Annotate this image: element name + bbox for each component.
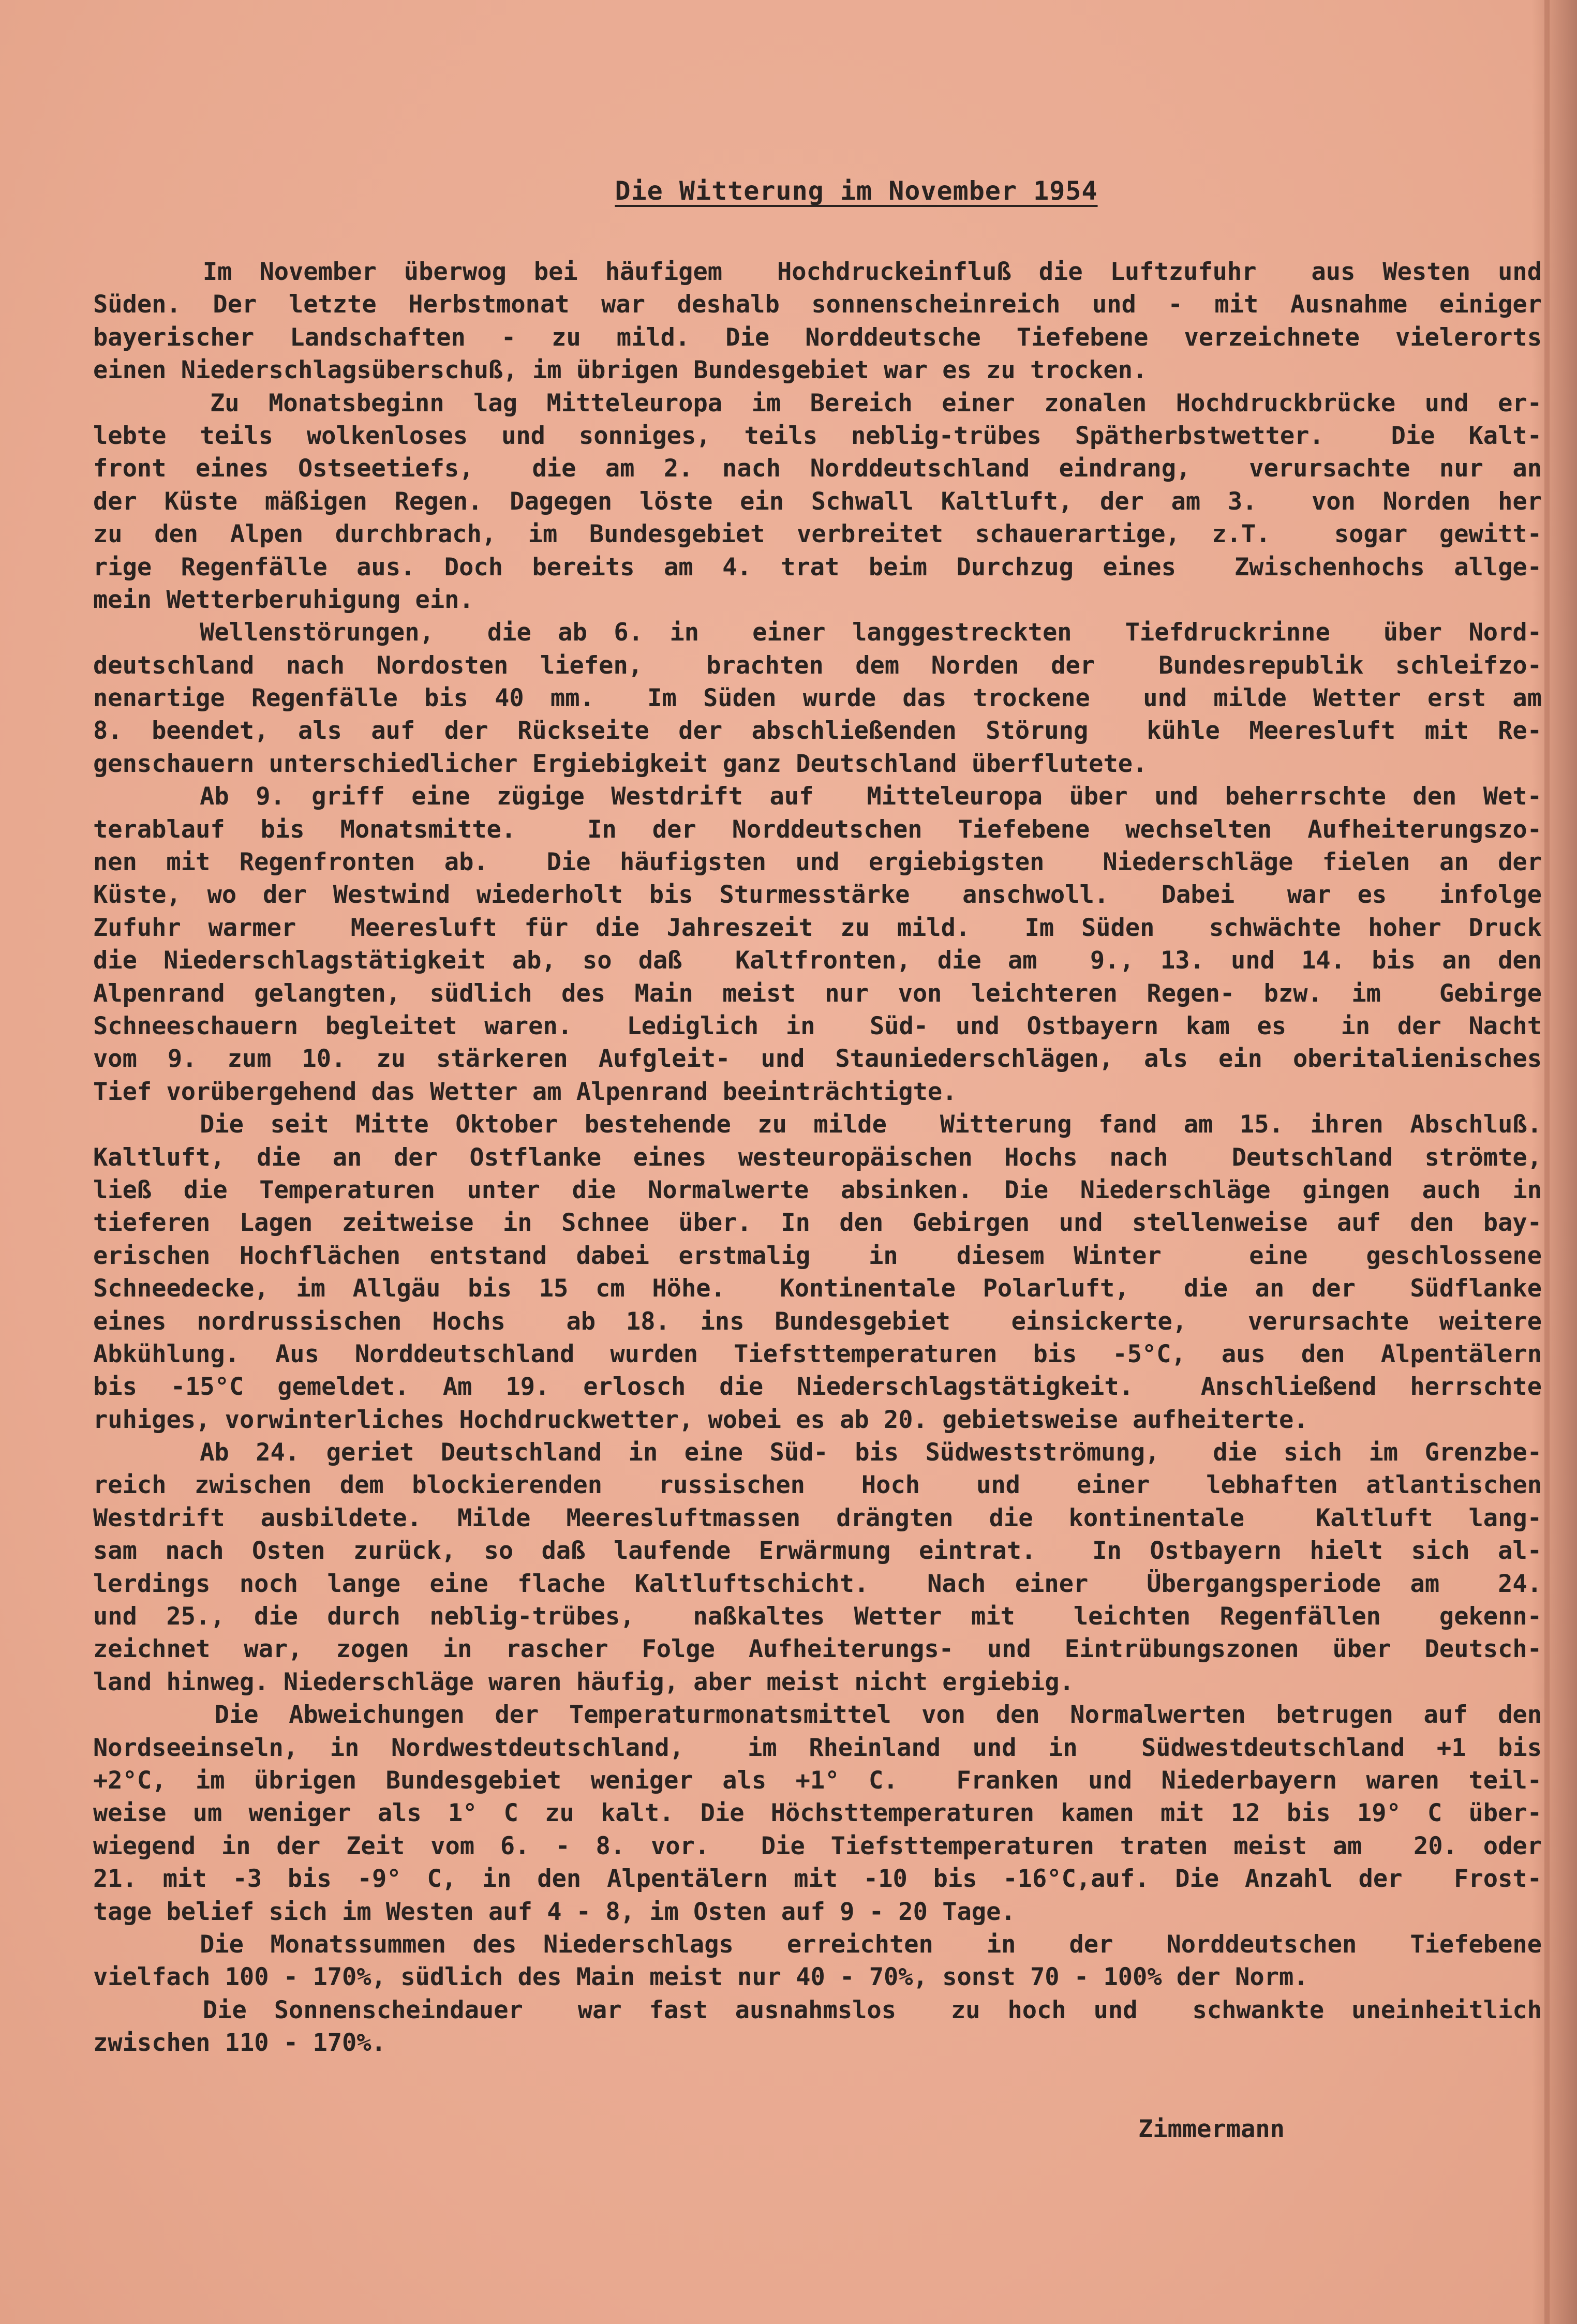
document-body xyxy=(93,176,1542,2059)
text-line: nen mit Regenfronten ab. Die häufigsten und ergiebigsten Niederschläge fielen an der xyxy=(93,848,1542,877)
text-line: +2°C, im übrigen Bundesgebiet weniger als +1° C. Franken und Niederbayern waren teil- xyxy=(93,1766,1542,1795)
paragraph xyxy=(93,1994,1542,2060)
author-signature: Zimmermann xyxy=(1138,2115,1285,2143)
text-line: Die seit Mitte Oktober bestehende zu milde Witterung fand am 15. ihren Abschluß. xyxy=(93,1110,1542,1139)
text-line: Die Monatssummen des Niederschlags erreichten in der Norddeutschen Tiefebene xyxy=(93,1930,1542,1959)
document-title xyxy=(93,176,1542,206)
text-line: Zufuhr warmer Meeresluft für die Jahreszeit zu mild. Im Süden schwächte hoher Druck xyxy=(93,913,1542,942)
text-line: tage belief sich im Westen auf 4 - 8, im Osten auf 9 - 20 Tage. xyxy=(93,1897,1016,1926)
text-line: Wellenstörungen, die ab 6. in einer langgestreckten Tiefdruckrinne über Nord- xyxy=(93,618,1542,647)
text-line: Die Sonnenscheindauer war fast ausnahmslos zu hoch und schwankte uneinheitlich xyxy=(93,1995,1542,2024)
text-line: Abkühlung. Aus Norddeutschland wurden Tiefsttemperaturen bis -5°C, aus den Alpentälern xyxy=(93,1339,1542,1368)
text-line: Süden. Der letzte Herbstmonat war deshalb sonnenscheinreich und - mit Ausnahme einiger xyxy=(93,290,1542,319)
document-title-text: Die Witterung im November 1954 xyxy=(615,176,1098,206)
paragraph xyxy=(93,780,1542,1108)
text-line: Im November überwog bei häufigem Hochdruckeinfluß die Luftzufuhr aus Westen und xyxy=(93,258,1542,286)
text-line: Ab 24. geriet Deutschland in eine Süd- bis Südwestströmung, die sich im Grenzbe- xyxy=(93,1438,1542,1467)
text-line: sam nach Osten zurück, so daß laufende Erwärmung eintrat. In Ostbayern hielt sich al- xyxy=(93,1537,1542,1566)
text-line: bis -15°C gemeldet. Am 19. erlosch die Niederschlagstätigkeit. Anschließend herrschte xyxy=(93,1373,1542,1402)
text-line: vom 9. zum 10. zu stärkeren Aufgleit- und Stauniederschlägen, als ein oberitalienisches xyxy=(93,1045,1542,1074)
paragraph-container xyxy=(93,256,1542,2059)
text-line: bayerischer Landschaften - zu mild. Die Norddeutsche Tiefebene verzeichnete vielerorts xyxy=(93,323,1542,352)
text-line: deutschland nach Nordosten liefen, brachten dem Norden der Bundesrepublik schleifzo- xyxy=(93,651,1542,680)
text-line: der Küste mäßigen Regen. Dagegen löste ein Schwall Kaltluft, der am 3. von Norden her xyxy=(93,487,1542,516)
text-line: einen Niederschlagsüberschuß, im übrigen Bundesgebiet war es zu trocken. xyxy=(93,356,1148,385)
text-line: reich zwischen dem blockierenden russischen Hoch und einer lebhaften atlantischen xyxy=(93,1471,1542,1500)
text-line: wiegend in der Zeit vom 6. - 8. vor. Die Tiefsttemperaturen traten meist am 20. oder xyxy=(93,1831,1542,1860)
text-line: 21. mit -3 bis -9° C, in den Alpentälern mit -10 bis -16°C,auf. Die Anzahl der Frost- xyxy=(93,1865,1542,1894)
text-line: rige Regenfälle aus. Doch bereits am 4. trat beim Durchzug eines Zwischenhochs allge- xyxy=(93,553,1542,582)
text-line: vielfach 100 - 170%, südlich des Main meist nur 40 - 70%, sonst 70 - 100% der Norm. xyxy=(93,1963,1308,1992)
text-line: 8. beendet, als auf der Rückseite der abschließenden Störung kühle Meeresluft mit Re- xyxy=(93,717,1542,746)
text-line: zeichnet war, zogen in rascher Folge Aufheiterungs- und Eintrübungszonen über Deutsch- xyxy=(93,1635,1542,1664)
paragraph xyxy=(93,387,1542,617)
text-line: und 25., die durch neblig-trübes, naßkaltes Wetter mit leichten Regenfällen gekenn- xyxy=(93,1602,1542,1631)
text-line: Ab 9. griff eine zügige Westdrift auf Mitteleuropa über und beherrschte den Wet- xyxy=(93,782,1542,811)
text-line: ruhiges, vorwinterliches Hochdruckwetter, wobei es ab 20. gebietsweise aufheiterte. xyxy=(93,1405,1308,1434)
text-line: Schneeschauern begleitet waren. Lediglich in Süd- und Ostbayern kam es in der Nacht xyxy=(93,1011,1542,1040)
text-line: die Niederschlagstätigkeit ab, so daß Kaltfronten, die am 9., 13. und 14. bis an den xyxy=(93,946,1542,975)
text-line: front eines Ostseetiefs, die am 2. nach Norddeutschland eindrang, verursachte nur an xyxy=(93,454,1542,483)
text-line: Küste, wo der Westwind wiederholt bis Sturmesstärke anschwoll. Dabei war es infolge xyxy=(93,881,1542,910)
text-line: erischen Hochflächen entstand dabei erstmalig in diesem Winter eine geschlossene xyxy=(93,1241,1542,1270)
paragraph xyxy=(93,1108,1542,1436)
text-line: Kaltluft, die an der Ostflanke eines westeuropäischen Hochs nach Deutschland strömte, xyxy=(93,1143,1542,1172)
text-line: tieferen Lagen zeitweise in Schnee über. In den Gebirgen und stellenweise auf den bay- xyxy=(93,1209,1542,1238)
paragraph xyxy=(93,1436,1542,1699)
text-line: lebte teils wolkenloses und sonniges, teils neblig-trübes Spätherbstwetter. Die Kalt- xyxy=(93,421,1542,450)
text-line: lerdings noch lange eine flache Kaltluftschicht. Nach einer Übergangsperiode am 24. xyxy=(93,1569,1542,1598)
paragraph xyxy=(93,616,1542,780)
paragraph xyxy=(93,256,1542,387)
paragraph xyxy=(93,1699,1542,1928)
text-line: land hinweg. Niederschläge waren häufig, aber meist nicht ergiebig. xyxy=(93,1667,1074,1696)
text-line: Alpenrand gelangten, südlich des Main meist nur von leichteren Regen- bzw. im Gebirge xyxy=(93,979,1542,1008)
text-line: eines nordrussischen Hochs ab 18. ins Bundesgebiet einsickerte, verursachte weitere xyxy=(93,1307,1542,1336)
text-line: zwischen 110 - 170%. xyxy=(93,2029,386,2058)
page-edge-shadow xyxy=(1544,0,1550,2324)
text-line: mein Wetterberuhigung ein. xyxy=(93,585,474,614)
text-line: Schneedecke, im Allgäu bis 15 cm Höhe. Kontinentale Polarluft, die an der Südflanke xyxy=(93,1274,1542,1303)
text-line: Westdrift ausbildete. Milde Meeresluftmassen drängten die kontinentale Kaltluft lang- xyxy=(93,1503,1542,1532)
text-line: Tief vorübergehend das Wetter am Alpenrand beeinträchtigte. xyxy=(93,1077,957,1106)
text-line: zu den Alpen durchbrach, im Bundesgebiet verbreitet schauerartige, z.T. sogar gewitt- xyxy=(93,520,1542,549)
text-line: Die Abweichungen der Temperaturmonatsmittel von den Normalwerten betrugen auf den xyxy=(93,1701,1542,1730)
text-line: Nordseeinseln, in Nordwestdeutschland, im Rheinland und in Südwestdeutschland +1 bis xyxy=(93,1733,1542,1762)
text-line: nenartige Regenfälle bis 40 mm. Im Süden wurde das trockene und milde Wetter erst am xyxy=(93,684,1542,713)
text-line: weise um weniger als 1° C zu kalt. Die Höchsttemperaturen kamen mit 12 bis 19° C über- xyxy=(93,1799,1542,1828)
text-line: genschauern unterschiedlicher Ergiebigkeit ganz Deutschland überflutete. xyxy=(93,749,1148,778)
text-line: ließ die Temperaturen unter die Normalwerte absinken. Die Niederschläge gingen auch in xyxy=(93,1175,1542,1204)
text-line: terablauf bis Monatsmitte. In der Norddeutschen Tiefebene wechselten Aufheiterungszo- xyxy=(93,815,1542,844)
text-line: Zu Monatsbeginn lag Mitteleuropa im Bereich einer zonalen Hochdruckbrücke und er- xyxy=(93,389,1542,418)
paragraph xyxy=(93,1928,1542,1994)
